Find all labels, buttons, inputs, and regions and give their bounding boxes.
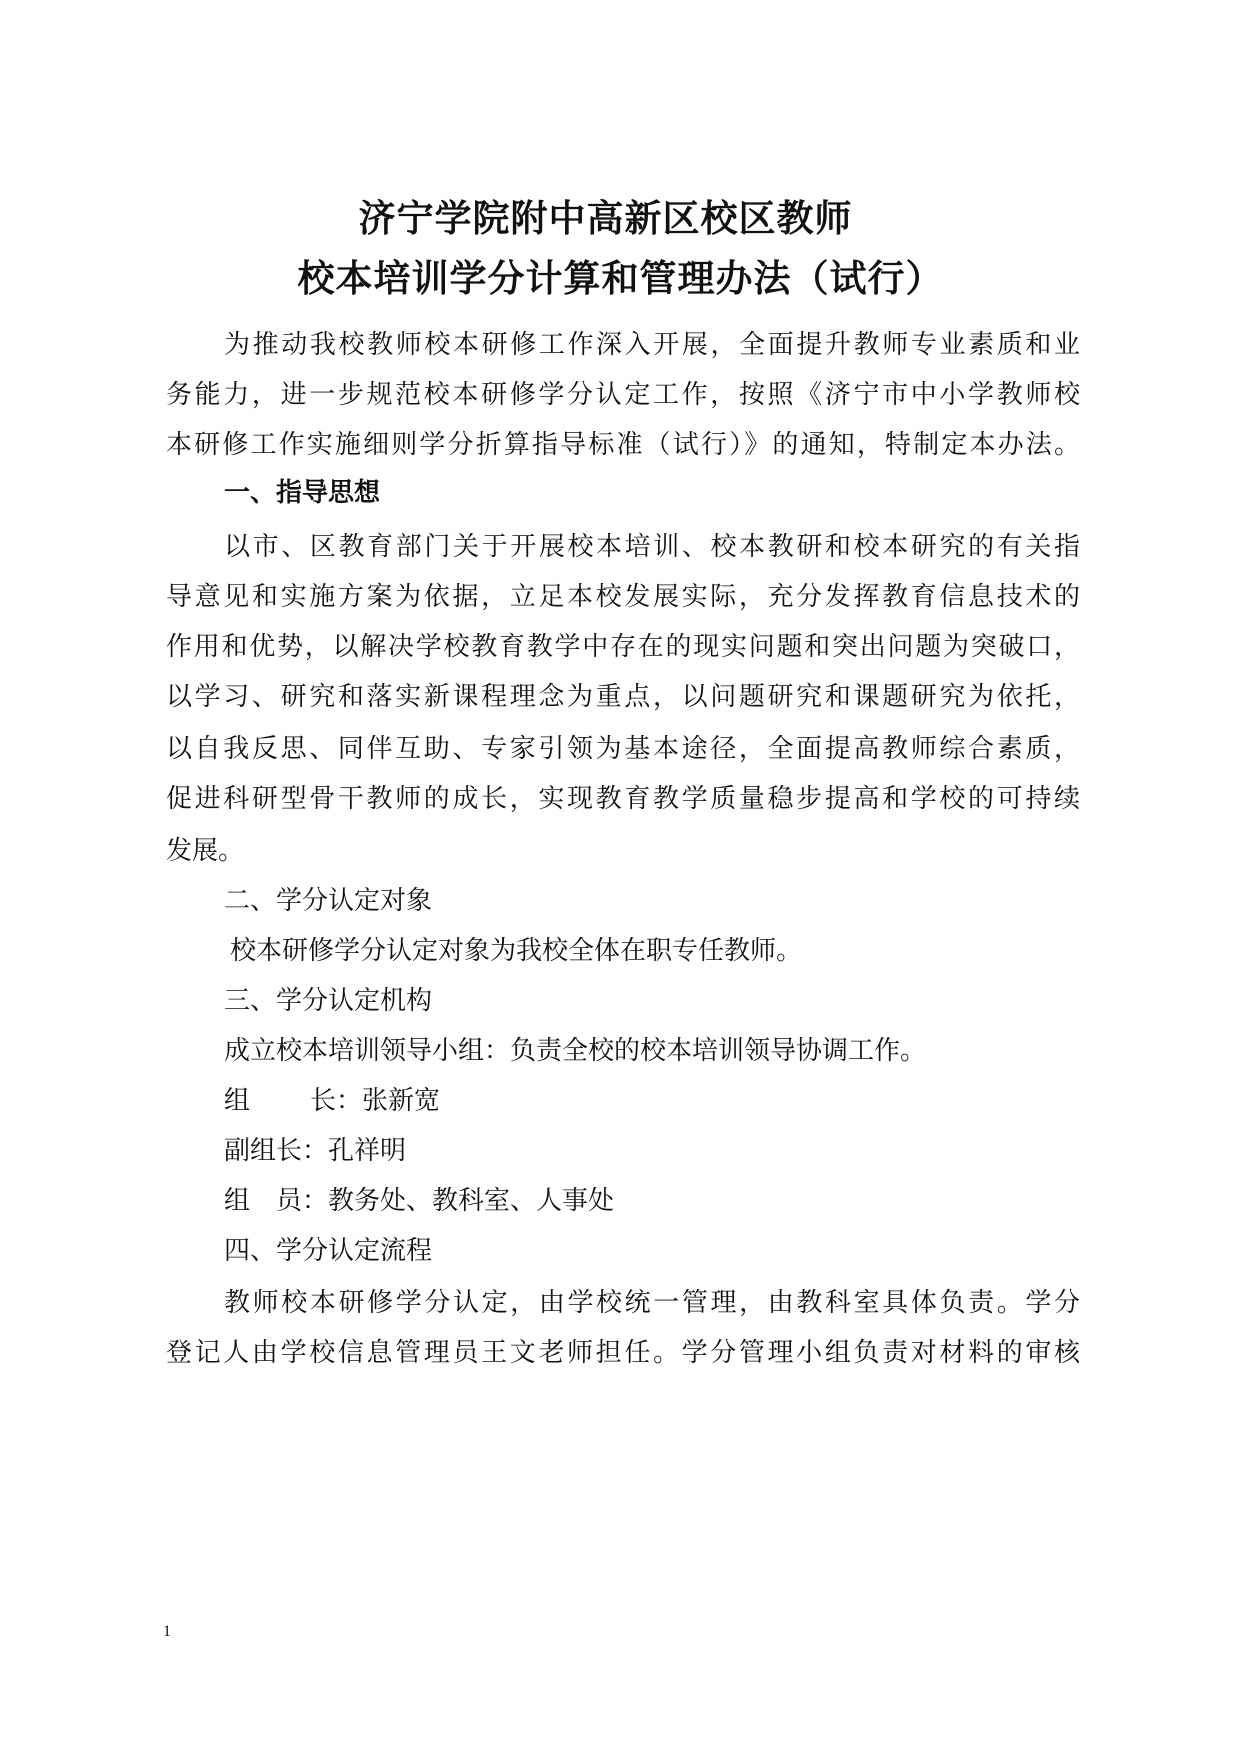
document-title-line-2: 校本培训学分计算和管理办法（试行）	[297, 256, 944, 300]
section-1-heading: 一、指导思想	[224, 478, 381, 508]
section-3-heading: 三、学分认定机构	[224, 986, 433, 1016]
member-label-a: 组	[224, 1186, 251, 1216]
page-number: 1	[163, 1623, 171, 1640]
member-row	[224, 1184, 614, 1218]
section-4-line-1: 教师校本研修学分认定，由学校统一管理，由教科室具体负责。学分	[224, 1288, 1080, 1318]
document-title-line-1: 济宁学院附中高新区校区教师	[358, 196, 853, 240]
section-2-heading: 二、学分认定对象	[224, 886, 433, 916]
section-1-line-4: 以学习、研究和落实新课程理念为重点，以问题研究和课题研究为依托，	[166, 682, 1080, 712]
section-1-line-5: 以自我反思、同伴互助、专家引领为基本途径，全面提高教师综合素质，	[166, 734, 1080, 764]
deputy-row: 副组长：孔祥明	[224, 1136, 407, 1166]
leader-label-b: 长：张新宽	[310, 1086, 441, 1116]
member-label-b: 员：教务处、教科室、人事处	[276, 1186, 615, 1216]
intro-line-2: 务能力，进一步规范校本研修学分认定工作，按照《济宁市中小学教师校	[166, 380, 1080, 410]
leader-label-a: 组	[224, 1086, 251, 1116]
section-2-text: 校本研修学分认定对象为我校全体在职专任教师。	[230, 936, 803, 966]
leader-row	[224, 1084, 440, 1118]
section-1-line-7: 发展。	[166, 836, 245, 866]
section-1-line-3: 作用和优势，以解决学校教育教学中存在的现实问题和突出问题为突破口，	[166, 632, 1080, 662]
section-1-line-6: 促进科研型骨干教师的成长，实现教育教学质量稳步提高和学校的可持续	[166, 784, 1080, 814]
section-4-line-2: 登记人由学校信息管理员王文老师担任。学分管理小组负责对材料的审核	[166, 1338, 1080, 1368]
section-4-heading: 四、学分认定流程	[224, 1236, 433, 1266]
intro-line-1: 为推动我校教师校本研修工作深入开展，全面提升教师专业素质和业	[224, 330, 1080, 360]
section-1-line-1: 以市、区教育部门关于开展校本培训、校本教研和校本研究的有关指	[224, 532, 1080, 562]
section-3-text: 成立校本培训领导小组：负责全校的校本培训领导协调工作。	[224, 1036, 927, 1066]
intro-line-3: 本研修工作实施细则学分折算指导标准（试行）》的通知，特制定本办法。	[166, 430, 1080, 460]
section-1-line-2: 导意见和实施方案为依据，立足本校发展实际，充分发挥教育信息技术的	[166, 582, 1080, 612]
